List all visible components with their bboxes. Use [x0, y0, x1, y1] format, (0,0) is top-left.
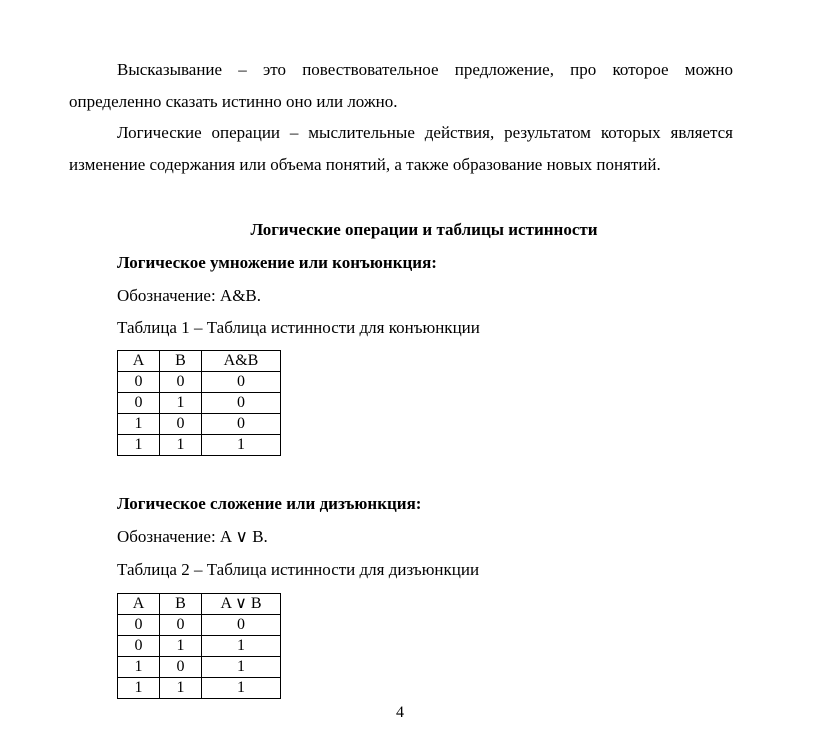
table-cell: 0 [118, 372, 160, 393]
table-cell: 1 [118, 678, 160, 699]
table-header-cell: A [118, 351, 160, 372]
conjunction-table-caption: Таблица 1 – Таблица истинности для конъюнкции [117, 318, 480, 337]
table-header-cell: B [160, 351, 202, 372]
table-cell: 1 [202, 678, 281, 699]
table-cell: 1 [118, 657, 160, 678]
table-cell: 0 [118, 393, 160, 414]
table-cell: 0 [202, 615, 281, 636]
table-cell: 0 [160, 414, 202, 435]
table-cell: 1 [202, 657, 281, 678]
table-row [118, 435, 281, 456]
table-cell: 1 [202, 435, 281, 456]
conjunction-truth-table [117, 350, 281, 456]
table-row [118, 615, 281, 636]
table-cell: 1 [118, 414, 160, 435]
table-header-row [118, 351, 281, 372]
table-cell: 0 [118, 636, 160, 657]
table-row [118, 657, 281, 678]
section-title: Логические операции и таблицы истинности [250, 220, 598, 239]
table-header-row [118, 594, 281, 615]
table-header-cell: A [118, 594, 160, 615]
operations-definition-paragraph: Логические операции – мыслительные действия, результатом которых является изменение содержания или объема понятий, а также образование новых понятий. [69, 123, 733, 174]
table-row [118, 372, 281, 393]
table-row [118, 393, 281, 414]
table-cell: 1 [160, 678, 202, 699]
table-header-cell: B [160, 594, 202, 615]
table-header-cell: A&B [202, 351, 281, 372]
table-cell: 0 [202, 393, 281, 414]
page-number: 4 [396, 704, 404, 721]
table-cell: 1 [118, 435, 160, 456]
conjunction-heading: Логическое умножение или конъюнкция: [117, 253, 437, 272]
table-cell: 1 [160, 435, 202, 456]
disjunction-table-caption: Таблица 2 – Таблица истинности для дизъюнкции [117, 560, 480, 579]
table-row [118, 414, 281, 435]
statement-definition-paragraph: Высказывание – это повествовательное предложение, про которое можно определенно сказать истинно оно или ложно. [69, 60, 733, 111]
table-header-cell: A ∨ B [202, 594, 281, 615]
disjunction-notation: Обозначение: A ∨ B. [117, 527, 268, 546]
table-cell: 0 [202, 414, 281, 435]
table-cell: 0 [160, 657, 202, 678]
table-cell: 0 [118, 615, 160, 636]
table-cell: 0 [160, 615, 202, 636]
conjunction-notation: Обозначение: A&B. [117, 286, 262, 305]
table-cell: 0 [202, 372, 281, 393]
table-cell: 1 [160, 636, 202, 657]
disjunction-truth-table [117, 593, 281, 699]
table-cell: 1 [202, 636, 281, 657]
table-cell: 1 [160, 393, 202, 414]
table-cell: 0 [160, 372, 202, 393]
table-row [118, 678, 281, 699]
disjunction-heading: Логическое сложение или дизъюнкция: [117, 494, 422, 513]
table-row [118, 636, 281, 657]
